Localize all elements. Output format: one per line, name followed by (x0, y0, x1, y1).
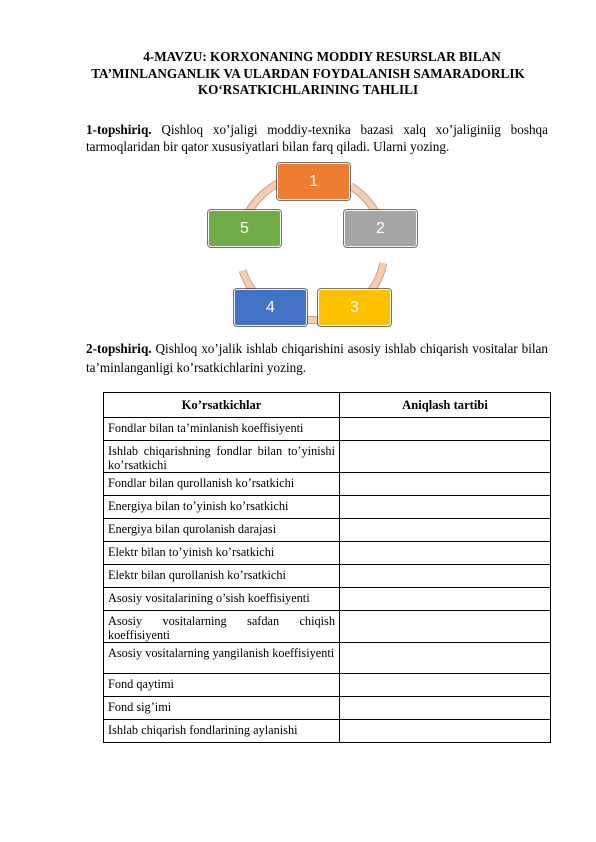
method-cell[interactable] (340, 441, 551, 473)
indicator-cell (104, 720, 340, 743)
indicator-label: Fondlar bilan qurollanish ko’rsatkichi (108, 476, 295, 490)
cycle-node-4: 4 (234, 289, 307, 326)
title-line-1: 4-MAVZU: KORXONANING MODDIY RESURSLAR BILAN (143, 49, 501, 64)
method-cell[interactable] (340, 611, 551, 643)
indicator-label: Asosiy vositalarning safdan chiqish koeffisiyenti (108, 614, 335, 642)
indicator-cell (104, 697, 340, 720)
page-title (70, 49, 546, 99)
indicator-label: Energiya bilan to’yinish ko’rsatkichi (108, 499, 289, 513)
indicator-label: Asosiy vositalarining o’sish koeffisiyenti (108, 591, 310, 605)
cycle-node-1: 1 (277, 163, 350, 200)
indicator-label: Elektr bilan qurollanish ko’rsatkichi (108, 568, 286, 582)
indicator-cell (104, 588, 340, 611)
method-cell[interactable] (340, 720, 551, 743)
title-line-2: TA’MINLANGANLIK VA ULARDAN FOYDALANISH SAMARADORLIK (91, 65, 525, 81)
indicator-label: Fondlar bilan ta’minlanish koeffisiyenti (108, 421, 304, 435)
table-row (104, 418, 551, 441)
table-row (104, 565, 551, 588)
indicator-cell (104, 565, 340, 588)
indicator-cell (104, 496, 340, 519)
task-2-text: Qishloq xo’jalik ishlab chiqarishini asosiy ishlab chiqarish vositalar bilan ta’minlanganligi ko’rsatkichlarini yozing. (86, 341, 548, 375)
method-cell[interactable] (340, 697, 551, 720)
table-row (104, 473, 551, 496)
method-cell[interactable] (340, 643, 551, 674)
table-row (104, 519, 551, 542)
task-1-label: 1-topshiriq. (86, 122, 152, 137)
method-cell[interactable] (340, 565, 551, 588)
method-cell[interactable] (340, 674, 551, 697)
table-row (104, 588, 551, 611)
title-line-3: KO‘RSATKICHLARINING TAHLILI (197, 82, 419, 97)
indicator-label: Fond qaytimi (108, 677, 174, 691)
method-cell[interactable] (340, 418, 551, 441)
method-cell[interactable] (340, 519, 551, 542)
indicator-cell (104, 519, 340, 542)
table-row (104, 697, 551, 720)
method-cell[interactable] (340, 496, 551, 519)
table-header-row (104, 393, 551, 418)
indicator-label: Fond sig’imi (108, 700, 172, 714)
indicator-label: Ishlab chiqarishning fondlar bilan to’yinishi ko’rsatkichi (108, 444, 335, 472)
cycle-node-3: 3 (318, 289, 391, 326)
header-method: Aniqlash tartibi (340, 393, 551, 418)
cycle-node-5: 5 (208, 210, 281, 247)
indicators-table (103, 392, 551, 743)
task-1-paragraph (86, 121, 548, 155)
indicator-cell (104, 674, 340, 697)
indicator-cell (104, 542, 340, 565)
table-row (104, 441, 551, 473)
cycle-diagram (190, 160, 430, 335)
cycle-node-2: 2 (344, 210, 417, 247)
method-cell[interactable] (340, 588, 551, 611)
task-2-paragraph (86, 339, 548, 377)
indicator-label: Asosiy vositalarning yangilanish koeffisiyenti (108, 646, 335, 660)
indicator-label: Ishlab chiqarish fondlarining aylanishi (108, 723, 298, 737)
indicator-cell (104, 418, 340, 441)
table-row (104, 643, 551, 674)
indicator-label: Energiya bilan qurolanish darajasi (108, 522, 277, 536)
indicator-cell (104, 643, 340, 674)
task-1-text: Qishloq xo’jaligi moddiy-texnika bazasi xalq xo’jaliginiig boshqa tarmoqlaridan bir qator xususiyatlari bilan farq qiladi. Ularni yozing. (86, 122, 548, 154)
table-row (104, 674, 551, 697)
task-2-label: 2-topshiriq. (86, 341, 152, 356)
indicator-cell (104, 441, 340, 473)
indicator-cell (104, 473, 340, 496)
method-cell[interactable] (340, 473, 551, 496)
method-cell[interactable] (340, 542, 551, 565)
indicator-cell (104, 611, 340, 643)
header-indicators: Ko’rsatkichlar (104, 393, 340, 418)
table-row (104, 720, 551, 743)
table-row (104, 611, 551, 643)
table-row (104, 496, 551, 519)
indicator-label: Elektr bilan to’yinish ko’rsatkichi (108, 545, 275, 559)
table-row (104, 542, 551, 565)
